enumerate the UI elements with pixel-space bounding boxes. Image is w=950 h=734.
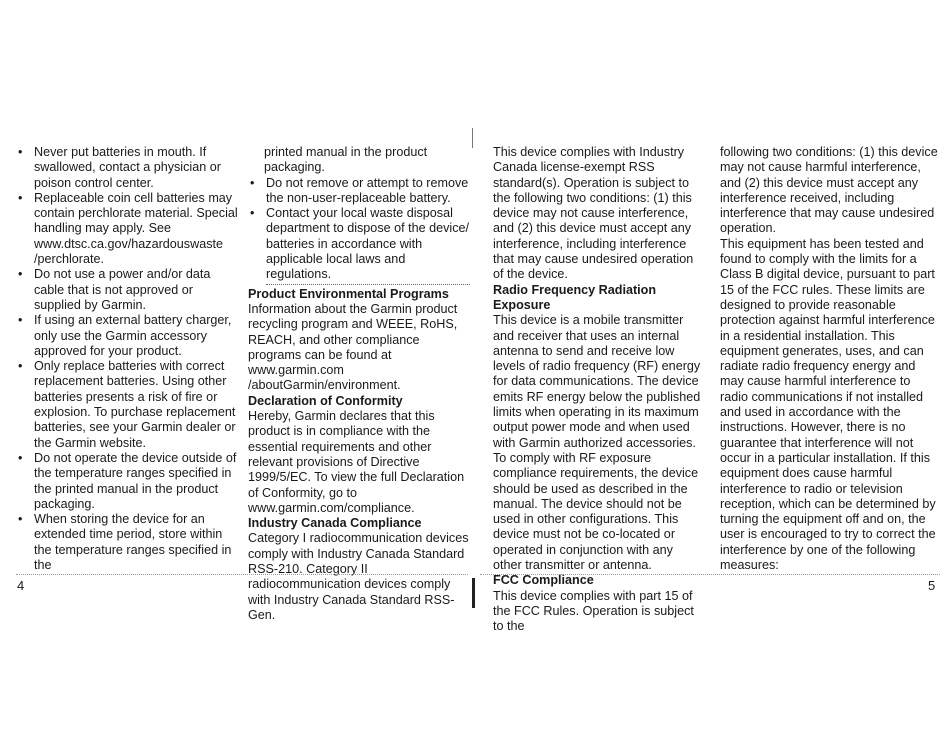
page-number-right: 5 [928,578,936,593]
list-item: • When storing the device for an extended time period, store within the temperature ranges specified in the [16,512,238,573]
left-page-column-2 [248,145,470,623]
book-spine-top [472,128,473,148]
list-item [248,206,470,284]
fcc-compliance-heading: FCC Compliance [493,573,594,588]
disposal-list [248,176,470,285]
industry-canada-heading: Industry Canada Compliance [248,516,422,531]
list-item-text: Contact your local waste disposal department to dispose of the device/ batteries in accordance with applicable local laws and regulations. [266,206,470,284]
class-b-device-text: This equipment has been tested and found to comply with the limits for a Class B digital device, pursuant to part 15 of the FCC rules. These limits are designed to provide reasonable protection against harmful interference in a residential installation. This equipment generates, uses, and can radiate radio frequency energy and may cause harmful interference to radio communications if not installed and used in accordance with the instructions. However, there is no guarantee that interference will not occur in a particular installation. If this equipment does cause harmful interference to radio or television reception, which can be determined by turning the equipment off and on, the user is encouraged to try to correct the interference by one of the following measures: [720,236,936,573]
list-item: • Do not use a power and/or data cable that is not approved or supplied by Garmin. [16,267,238,313]
book-spine [472,578,475,608]
battery-safety-list [16,145,238,573]
right-page-column-1 [493,145,705,635]
rss-compliance-text: This device complies with Industry Canada license-exempt RSS standard(s). Operation is subject to the following two conditions: (1) this device may not cause interference, and (2) this device must accept any interference, including interference that may cause undesired operation of the device. [493,145,694,282]
right-page-column-2 [720,145,940,573]
list-item: • Replaceable coin cell batteries may contain perchlorate material. Special handling may apply. See www.dtsc.ca.gov/hazardouswaste /perchlorate. [16,191,238,267]
declaration-heading: Declaration of Conformity [248,393,403,408]
list-item: • If using an external battery charger, only use the Garmin accessory approved for your product. [16,313,238,359]
fcc-conditions-text: following two conditions: (1) this device may not cause harmful interference, and (2) this device must accept any interference received, including interference that may cause undesired operation. [720,145,938,236]
list-continuation: printed manual in the product packaging. [264,145,428,175]
rf-exposure-heading: Radio Frequency Radiation Exposure [493,282,657,312]
industry-canada-text: Category I radiocommunication devices comply with Industry Canada Standard RSS-210. Category II radiocommunication devices comply with Industry Canada Standard RSS-Gen. [248,531,469,622]
page-number-left: 4 [17,578,25,593]
rf-exposure-text: This device is a mobile transmitter and receiver that uses an internal antenna to send and receive low levels of radio frequency (RF) energy for data communications. The device emits RF energy below the published limits when operating in its maximum output power mode and when used with Garmin authorized accessories. To comply with RF exposure compliance requirements, the device should be used as described in the manual. The device should not be used in other configurations. This device must not be co-located or operated in conjunction with any other transmitter or antenna. [493,313,701,573]
environmental-programs-heading: Product Environmental Programs [248,286,449,301]
list-item: • Do not remove or attempt to remove the non-user-replaceable battery. [248,176,470,207]
declaration-text: Hereby, Garmin declares that this product is in compliance with the essential requirements and other relevant provisions of Directive 1999/5/EC. To view the full Declaration of Conformity, go to www.garmin.com/compliance. [248,409,465,515]
left-page-footer-rule [16,574,468,575]
right-page-footer-rule [480,574,940,575]
list-item: • Never put batteries in mouth. If swallowed, contact a physician or poison control center. [16,145,238,191]
list-item: • Only replace batteries with correct replacement batteries. Using other batteries presents a risk of fire or explosion. To purchase replacement batteries, see your Garmin dealer or the Garmin website. [16,359,238,451]
fcc-compliance-text: This device complies with part 15 of the FCC Rules. Operation is subject to the [493,588,694,634]
environmental-programs-text: Information about the Garmin product recycling program and WEEE, RoHS, REACH, and other compliance programs can be found at www.garmin.com /aboutGarmin/environment. [248,301,458,393]
left-page-column-1 [16,145,238,573]
list-item: • Do not operate the device outside of the temperature ranges specified in the printed manual in the product packaging. [16,451,238,512]
